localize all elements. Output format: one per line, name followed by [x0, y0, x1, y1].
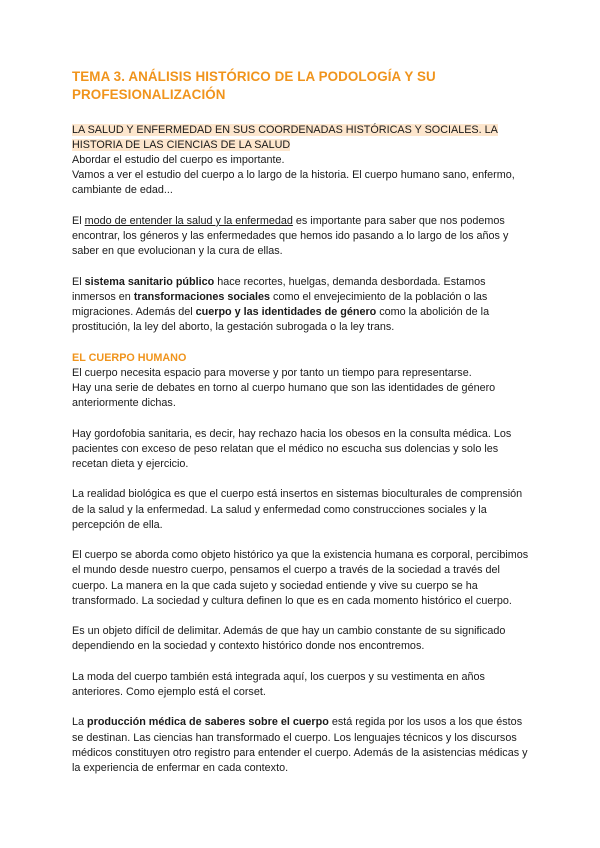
- underlined-phrase: modo de entender la salud y la enfermedad: [84, 214, 293, 227]
- bold-phrase: cuerpo y las identidades de género: [195, 306, 377, 318]
- section-heading: EL CUERPO HUMANO: [72, 351, 187, 364]
- paragraph-health-concept: [72, 214, 532, 260]
- paragraph-historical-object: El cuerpo se aborda como objeto histórico ya que la existencia humana es corporal, percibimos el mundo desde nuestro cuerpo, pensamos el cuerpo a través de la sociedad a través del cuerpo. La manera en la que cada sujeto y sociedad entiende y vive su cuerpo se ha transformado. La sociedad y cultura definen lo que es en cada momento histórico el cuerpo.: [72, 549, 529, 607]
- paragraph-biological-reality: La realidad biológica es que el cuerpo está insertos en sistemas bioculturales de comprensión de la salud y la enfermedad. La salud y enfermedad como construcciones sociales y la percepción de ella.: [72, 488, 523, 531]
- document-title: TEMA 3. ANÁLISIS HISTÓRICO DE LA PODOLOGÍA Y SU PROFESIONALIZACIÓN: [72, 69, 436, 102]
- intro-line-1: Abordar el estudio del cuerpo es importante.: [72, 154, 285, 166]
- text-run: El: [72, 214, 85, 227]
- paragraph-medical-knowledge: [72, 715, 532, 776]
- bold-phrase: transformaciones sociales: [133, 290, 271, 303]
- paragraph-difficult-object: Es un objeto difícil de delimitar. Además de que hay un cambio constante de su significado dependiendo en la sociedad y contexto histórico donde nos encontremos.: [72, 625, 506, 653]
- text-run: está regida por los usos a los que éstos se destinan. Las ciencias han transformado el cuerpo. Los lenguajes técnicos y los discursos médicos constituyen otro registro para entender el cuerpo. Además de la asistencias médicas y la experiencia de enfermar en cada contexto.: [72, 716, 528, 774]
- paragraph-public-health: [72, 275, 532, 336]
- bold-phrase: sistema sanitario público: [84, 275, 215, 288]
- text-run: como el envejecimiento de la población o las migraciones. Además del: [72, 290, 488, 318]
- text-run: es importante para saber que nos podemos encontrar, los géneros y las enfermedades que hemos ido pasando a lo largo de los años y saber en que evolucionan y la cura de ellas.: [72, 214, 509, 258]
- subtitle: [72, 123, 532, 153]
- paragraph-debates: Hay una serie de debates en torno al cuerpo humano que son las identidades de género anteriormente dichas.: [72, 382, 496, 410]
- paragraph-gordofobia: Hay gordofobia sanitaria, es decir, hay rechazo hacia los obesos en la consulta médica. Los pacientes con exceso de peso relatan que el médico no escucha sus dolencias y solo les recetan dieta y ejercicio.: [72, 427, 512, 470]
- highlighted-subtitle: LA SALUD Y ENFERMEDAD EN SUS COORDENADAS HISTÓRICAS Y SOCIALES. LA HISTORIA DE LAS CIENCIAS DE LA SALUD: [72, 124, 498, 151]
- text-run: El: [72, 275, 85, 288]
- paragraph-fashion: La moda del cuerpo también está integrada aquí, los cuerpos y su vestimenta en años anteriores. Como ejemplo está el corset.: [72, 670, 485, 698]
- text-run: como la abolición de la prostitución, la ley del aborto, la gestación subrogada o la ley trans.: [72, 306, 490, 334]
- text-run: La: [72, 716, 88, 729]
- text-run: hace recortes, huelgas, demanda desbordada. Estamos inmersos en: [72, 275, 486, 303]
- bold-phrase: producción médica de saberes sobre el cuerpo: [87, 716, 329, 729]
- paragraph-body-space: El cuerpo necesita espacio para moverse y por tanto un tiempo para representarse.: [72, 366, 472, 379]
- intro-line-2: Vamos a ver el estudio del cuerpo a lo largo de la historia. El cuerpo humano sano, enfermo, cambiante de edad...: [72, 169, 515, 197]
- document-body: [72, 68, 532, 776]
